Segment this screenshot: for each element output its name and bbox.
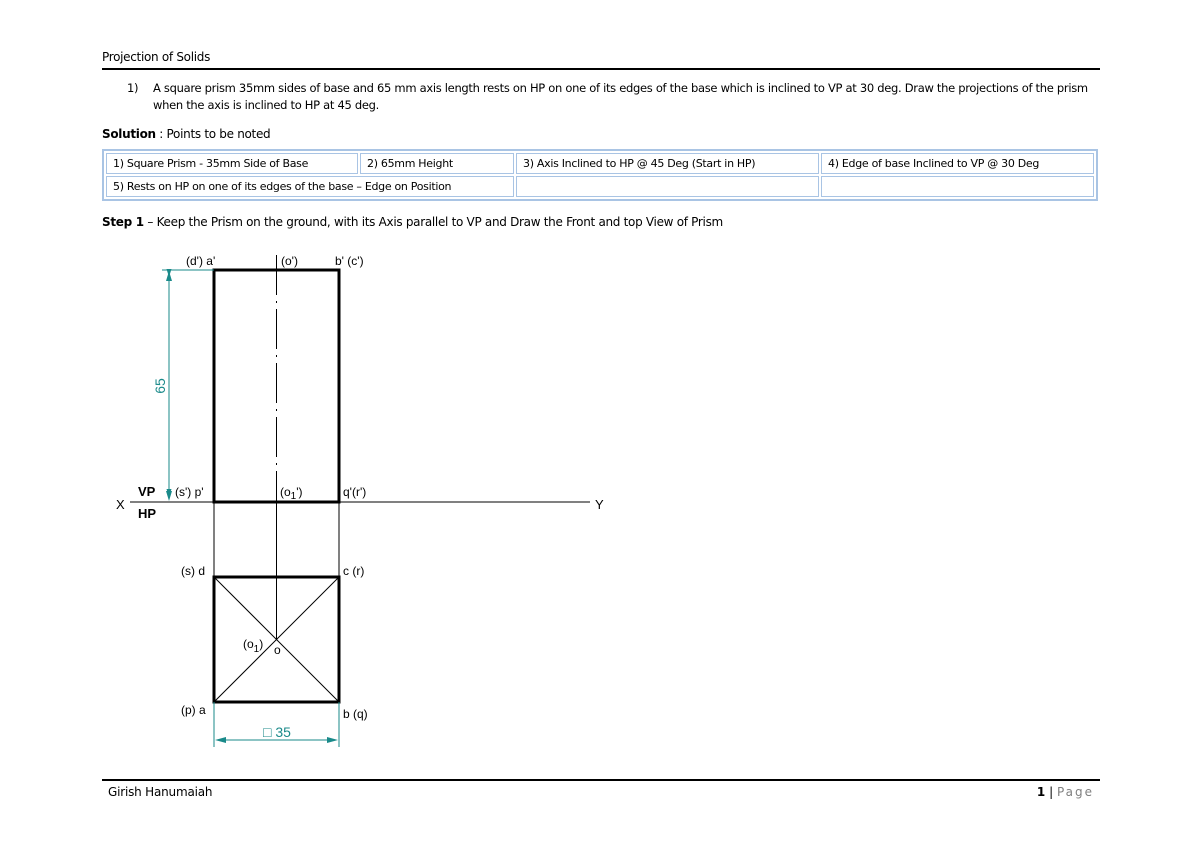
side-dimension-value: □ 35 <box>263 724 291 740</box>
y-label: Y <box>595 497 604 512</box>
label-b-q: b (q) <box>343 707 368 721</box>
label-o-prime: (o') <box>281 254 298 268</box>
height-arrow-bottom <box>166 491 172 501</box>
label-o1-top <box>243 637 263 655</box>
solution-text: : Points to be noted <box>155 127 271 141</box>
label-o1-prime-end: ') <box>296 485 303 499</box>
vp-label: VP <box>138 484 156 499</box>
label-s-p-prime: (s') p' <box>175 485 204 499</box>
side-arrow-left <box>215 737 226 743</box>
label-p-a: (p) a <box>181 703 206 717</box>
header-title: Projection of Solids <box>102 50 211 64</box>
footer-page-number <box>1037 785 1094 799</box>
page-label: Page <box>1056 785 1094 799</box>
label-q-r-prime: q'(r') <box>343 485 367 499</box>
table-cell: 4) Edge of base Inclined to VP @ 30 Deg <box>821 153 1094 174</box>
footer-author: Girish Hanumaiah <box>108 785 213 799</box>
table-cell: 1) Square Prism - 35mm Side of Base <box>106 153 358 174</box>
page-footer <box>102 779 1100 803</box>
label-o1-top-sub: 1 <box>253 644 260 655</box>
label-o1-top-start: (o <box>243 637 254 651</box>
question-text: A square prism 35mm sides of base and 65 mm axis length rests on HP on one of its edges of the base which is inclined to VP at 30 deg. Draw the projections of the prism when the axis is inclined to HP at 45 deg. <box>153 81 1088 112</box>
label-d-a-prime: (d') a' <box>186 254 216 268</box>
step-1-text: – Keep the Prism on the ground, with its Axis parallel to VP and Draw the Front and top View of Prism <box>143 215 723 229</box>
label-o1-prime-start: (o <box>280 485 291 499</box>
label-c-r: c (r) <box>343 564 365 578</box>
question-number: 1) <box>127 81 139 95</box>
page-number: 1 <box>1036 785 1046 799</box>
side-arrow-right <box>327 737 338 743</box>
page-separator: | <box>1045 785 1057 799</box>
height-arrow-top <box>166 271 172 281</box>
solution-label: Solution <box>102 127 156 141</box>
label-o1-top-end: ) <box>259 637 264 651</box>
label-o: o <box>274 643 281 657</box>
height-dimension-value: 65 <box>152 378 168 394</box>
label-o1-prime <box>280 485 303 502</box>
table-cell: 3) Axis Inclined to HP @ 45 Deg (Start in HP) <box>516 153 819 174</box>
label-b-c-prime: b' (c') <box>335 254 364 268</box>
table-cell: 2) 65mm Height <box>360 153 514 174</box>
label-o1-prime-sub: 1 <box>290 491 297 502</box>
x-label: X <box>116 497 125 512</box>
label-s-d: (s) d <box>181 564 205 578</box>
table-cell: 5) Rests on HP on one of its edges of the base – Edge on Position <box>106 176 514 197</box>
hp-label: HP <box>138 506 157 521</box>
step-1-label: Step 1 <box>102 215 144 229</box>
